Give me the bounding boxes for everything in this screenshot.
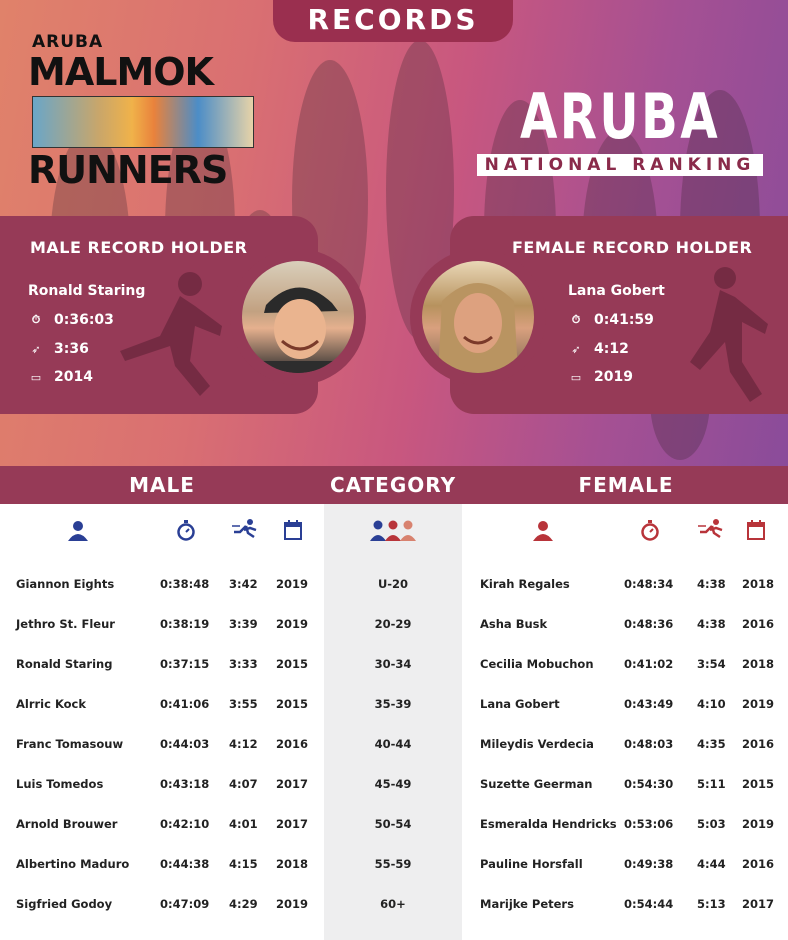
runner-pace-icon: [698, 518, 724, 540]
runner-silhouette-icon: [670, 262, 780, 412]
male-pace: 3:55: [229, 697, 258, 711]
logo-line-malmok: MALMOK: [28, 50, 214, 94]
male-time: 0:44:38: [160, 857, 210, 871]
male-holder-name: Ronald Staring: [28, 283, 146, 299]
ranking-title-sub: NATIONAL RANKING: [477, 154, 764, 176]
male-year: 2016: [276, 737, 309, 751]
female-name: Pauline Horsfall: [480, 857, 583, 871]
female-pace: 4:38: [697, 577, 726, 591]
calendar-icon: ▭: [30, 370, 42, 384]
avatar-male-icon: [242, 261, 354, 373]
male-year: 2019: [276, 897, 309, 911]
female-name: Kirah Regales: [480, 577, 570, 591]
male-pace: 3:39: [229, 617, 258, 631]
male-name: Albertino Maduro: [16, 857, 130, 871]
female-holder-name: Lana Gobert: [568, 283, 665, 299]
female-holder-pace-row: [568, 341, 629, 357]
male-pace: 4:29: [229, 897, 258, 911]
logo-line-runners: RUNNERS: [28, 148, 228, 192]
male-name: Arnold Brouwer: [16, 817, 118, 831]
stopwatch-icon: [639, 519, 661, 541]
female-holder-photo-frame: [410, 249, 546, 385]
ranking-title-main: ARUBA: [520, 80, 720, 153]
female-pace: 5:13: [697, 897, 726, 911]
female-year: 2016: [742, 737, 775, 751]
female-name: Mileydis Verdecia: [480, 737, 594, 751]
male-name: Jethro St. Fleur: [16, 617, 115, 631]
female-time: 0:54:44: [624, 897, 674, 911]
female-year: 2017: [742, 897, 775, 911]
male-pace: 4:12: [229, 737, 258, 751]
female-holder-time: 0:41:59: [594, 312, 654, 328]
category-label: 55-59: [374, 857, 412, 871]
female-year: 2018: [742, 657, 775, 671]
female-pace: 5:11: [697, 777, 726, 791]
male-holder-year: 2014: [54, 369, 93, 385]
female-name: Lana Gobert: [480, 697, 560, 711]
male-year: 2019: [276, 617, 309, 631]
category-column-header: CATEGORY: [329, 473, 457, 497]
logo-photo-strip: [32, 96, 254, 148]
runner-pace-icon: ➶: [31, 342, 41, 356]
male-year: 2017: [276, 817, 309, 831]
avatar-female-icon: [422, 261, 534, 373]
group-icon: [369, 519, 417, 541]
category-label: 20-29: [374, 617, 412, 631]
male-name: Ronald Staring: [16, 657, 113, 671]
female-pace: 4:44: [697, 857, 726, 871]
male-year: 2019: [276, 577, 309, 591]
male-holder-pace-row: [28, 341, 89, 357]
female-name: Esmeralda Hendricks: [480, 817, 617, 831]
category-label: U-20: [377, 577, 409, 591]
female-time: 0:43:49: [624, 697, 674, 711]
male-year: 2018: [276, 857, 309, 871]
female-holder-photo: [422, 261, 534, 373]
female-pace: 5:03: [697, 817, 726, 831]
category-label: 35-39: [374, 697, 412, 711]
female-holder-year-row: [568, 369, 633, 385]
male-holder-time: 0:36:03: [54, 312, 114, 328]
male-year: 2015: [276, 697, 309, 711]
male-year: 2015: [276, 657, 309, 671]
logo-line-aruba: ARUBA: [32, 32, 104, 52]
male-holder-photo-frame: [230, 249, 366, 385]
male-name: Giannon Eights: [16, 577, 115, 591]
female-pace: 4:10: [697, 697, 726, 711]
female-name: Marijke Peters: [480, 897, 574, 911]
male-time: 0:47:09: [160, 897, 210, 911]
male-name: Franc Tomasouw: [16, 737, 124, 751]
female-year: 2016: [742, 857, 775, 871]
male-year: 2017: [276, 777, 309, 791]
user-icon: [67, 519, 89, 541]
runner-pace-icon: [232, 518, 258, 540]
female-pace: 3:54: [697, 657, 726, 671]
calendar-icon: ▭: [570, 370, 582, 384]
female-year: 2018: [742, 577, 775, 591]
calendar-icon: [746, 519, 766, 541]
female-holder-year: 2019: [594, 369, 633, 385]
hero-banner: [0, 0, 788, 466]
malmok-runners-logo: [28, 32, 260, 190]
male-time: 0:38:19: [160, 617, 210, 631]
ranking-title: [470, 82, 770, 176]
records-tab: RECORDS: [273, 0, 513, 42]
stopwatch-icon: [175, 519, 197, 541]
female-holder-time-row: [568, 312, 654, 328]
female-time: 0:49:38: [624, 857, 674, 871]
female-year: 2019: [742, 817, 775, 831]
female-year: 2015: [742, 777, 775, 791]
male-name: Luis Tomedos: [16, 777, 104, 791]
female-column-header: FEMALE: [578, 473, 674, 497]
male-pace: 4:15: [229, 857, 258, 871]
female-time: 0:54:30: [624, 777, 674, 791]
female-pace: 4:38: [697, 617, 726, 631]
male-pace: 4:01: [229, 817, 258, 831]
male-pace: 3:33: [229, 657, 258, 671]
female-time: 0:48:34: [624, 577, 674, 591]
female-name: Asha Busk: [480, 617, 548, 631]
female-holder-pace: 4:12: [594, 341, 629, 357]
male-pace: 4:07: [229, 777, 258, 791]
male-holder-pace: 3:36: [54, 341, 89, 357]
category-label: 50-54: [374, 817, 412, 831]
calendar-icon: [283, 519, 303, 541]
female-time: 0:41:02: [624, 657, 674, 671]
female-year: 2019: [742, 697, 775, 711]
stopwatch-icon: ⏱: [31, 313, 41, 326]
male-pace: 3:42: [229, 577, 258, 591]
male-holder-year-row: [28, 369, 93, 385]
male-name: Alrric Kock: [16, 697, 87, 711]
male-holder-title: MALE RECORD HOLDER: [30, 238, 248, 257]
female-holder-title: FEMALE RECORD HOLDER: [512, 238, 753, 257]
male-time: 0:42:10: [160, 817, 210, 831]
male-time: 0:41:06: [160, 697, 210, 711]
category-label: 45-49: [374, 777, 412, 791]
column-header-band: [0, 466, 788, 504]
male-column-header: MALE: [129, 473, 195, 497]
category-column: [324, 504, 462, 940]
female-pace: 4:35: [697, 737, 726, 751]
female-name: Cecilia Mobuchon: [480, 657, 594, 671]
stopwatch-icon: ⏱: [571, 313, 581, 326]
male-time: 0:38:48: [160, 577, 210, 591]
male-name: Sigfried Godoy: [16, 897, 113, 911]
female-name: Suzette Geerman: [480, 777, 593, 791]
category-label: 40-44: [374, 737, 412, 751]
male-time: 0:37:15: [160, 657, 210, 671]
user-icon: [532, 519, 554, 541]
female-time: 0:48:36: [624, 617, 674, 631]
female-year: 2016: [742, 617, 775, 631]
male-holder-photo: [242, 261, 354, 373]
category-label: 60+: [380, 897, 406, 911]
male-time: 0:44:03: [160, 737, 210, 751]
runner-silhouette-icon: [100, 266, 230, 406]
female-time: 0:48:03: [624, 737, 674, 751]
runner-pace-icon: ➶: [571, 342, 581, 356]
category-label: 30-34: [374, 657, 412, 671]
male-time: 0:43:18: [160, 777, 210, 791]
female-time: 0:53:06: [624, 817, 674, 831]
